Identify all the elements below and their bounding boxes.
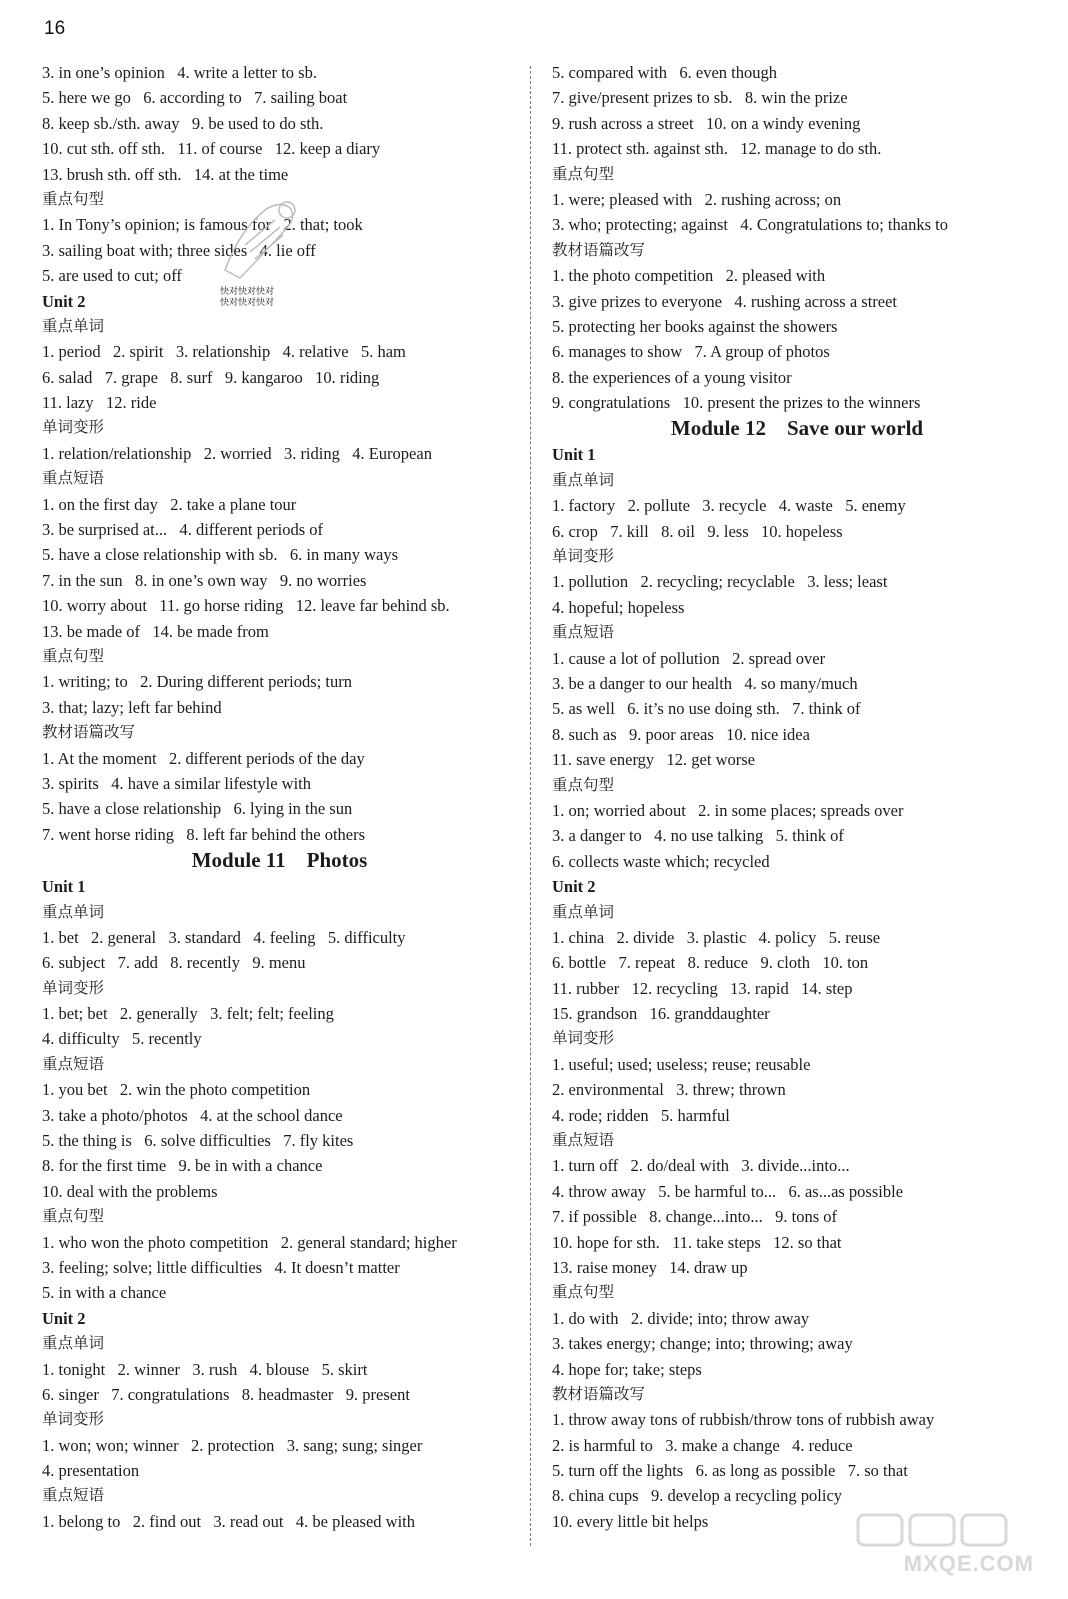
- section-heading: 重点句型: [42, 189, 105, 208]
- answer-line: 5. have a close relationship 6. lying in the sun: [42, 799, 353, 819]
- section-heading: 单词变形: [42, 418, 105, 437]
- answer-line: 8. such as 9. poor areas 10. nice idea: [552, 724, 810, 744]
- answer-line: 1. do with 2. divide; into; throw away: [552, 1308, 810, 1328]
- answer-line: 7. went horse riding 8. left far behind the others: [42, 824, 366, 844]
- answer-line: 7. give/present prizes to sb. 8. win the prize: [552, 88, 848, 108]
- answer-line: 1. In Tony’s opinion; is famous for 2. that; took: [42, 215, 363, 235]
- answer-line: 11. save energy 12. get worse: [552, 750, 755, 770]
- section-heading: 重点单词: [42, 1334, 105, 1353]
- answer-line: 1. you bet 2. win the photo competition: [42, 1080, 311, 1100]
- answer-line: 11. lazy 12. ride: [42, 393, 157, 413]
- answer-line: 7. if possible 8. change...into... 9. tons of: [552, 1207, 838, 1227]
- unit-heading: Unit 2: [42, 291, 86, 311]
- stamp-logo-icon: [205, 190, 315, 290]
- answer-line: 10. hope for sth. 11. take steps 12. so that: [552, 1232, 842, 1252]
- answer-line: 4. presentation: [42, 1461, 140, 1481]
- answer-line: 11. protect sth. against sth. 12. manage to do sth.: [552, 139, 882, 159]
- answer-line: 8. china cups 9. develop a recycling policy: [552, 1486, 843, 1506]
- column-divider: [530, 66, 531, 1546]
- answer-line: 1. At the moment 2. different periods of the day: [42, 748, 365, 768]
- answer-line: 11. rubber 12. recycling 13. rapid 14. step: [552, 978, 853, 998]
- watermark-text: MXQE.COM: [903, 1551, 1034, 1576]
- answer-line: 5. as well 6. it’s no use doing sth. 7. think of: [552, 699, 861, 719]
- answer-line: 3. feeling; solve; little difficulties 4. It doesn’t matter: [42, 1257, 400, 1277]
- module-title: Module 11 Photos: [191, 848, 368, 873]
- answer-line: 1. turn off 2. do/deal with 3. divide...into...: [552, 1156, 850, 1176]
- answer-line: 3. takes energy; change; into; throwing; away: [552, 1334, 853, 1354]
- section-heading: 单词变形: [552, 547, 615, 566]
- answer-line: 4. rode; ridden 5. harmful: [552, 1105, 730, 1125]
- answer-line: 10. deal with the problems: [42, 1181, 218, 1201]
- answer-line: 6. salad 7. grape 8. surf 9. kangaroo 10. riding: [42, 367, 380, 387]
- answer-line: 1. tonight 2. winner 3. rush 4. blouse 5. skirt: [42, 1359, 368, 1379]
- answer-line: 1. on the first day 2. take a plane tour: [42, 494, 297, 514]
- answer-line: 10. cut sth. off sth. 11. of course 12. keep a diary: [42, 139, 381, 159]
- answer-line: 6. collects waste which; recycled: [552, 851, 770, 871]
- answer-line: 6. bottle 7. repeat 8. reduce 9. cloth 10. ton: [552, 953, 869, 973]
- answer-line: 4. throw away 5. be harmful to... 6. as...as possible: [552, 1181, 904, 1201]
- answer-line: 1. the photo competition 2. pleased with: [552, 266, 826, 286]
- stamp-line-1: 快对快对快对: [220, 287, 275, 297]
- answer-line: 5. turn off the lights 6. as long as possible 7. so that: [552, 1461, 908, 1481]
- answer-line: 3. give prizes to everyone 4. rushing across a street: [552, 291, 898, 311]
- answer-line: 6. manages to show 7. A group of photos: [552, 342, 830, 362]
- stamp-line-2: 快对快对快对: [220, 298, 275, 308]
- answer-line: 3. sailing boat with; three sides 4. lie off: [42, 240, 316, 260]
- section-heading: 教材语篇改写: [552, 1384, 646, 1403]
- section-heading: 重点单词: [42, 316, 105, 335]
- section-heading: 单词变形: [42, 978, 105, 997]
- section-heading: 重点短语: [552, 623, 615, 642]
- answer-line: 1. period 2. spirit 3. relationship 4. relative 5. ham: [42, 342, 406, 362]
- section-heading: 单词变形: [42, 1410, 105, 1429]
- answer-line: 13. raise money 14. draw up: [552, 1257, 748, 1277]
- answer-line: 1. china 2. divide 3. plastic 4. policy 5. reuse: [552, 927, 881, 947]
- answer-line: 3. who; protecting; against 4. Congratulations to; thanks to: [552, 215, 948, 235]
- answer-line: 1. bet 2. general 3. standard 4. feeling 5. difficulty: [42, 927, 406, 947]
- answer-line: 5. have a close relationship with sb. 6. in many ways: [42, 545, 399, 565]
- answer-line: 1. who won the photo competition 2. general standard; higher: [42, 1232, 457, 1252]
- answer-line: 3. take a photo/photos 4. at the school dance: [42, 1105, 343, 1125]
- section-heading: 重点单词: [552, 902, 615, 921]
- answer-line: 5. here we go 6. according to 7. sailing boat: [42, 88, 348, 108]
- answer-line: 2. is harmful to 3. make a change 4. reduce: [552, 1435, 853, 1455]
- section-heading: 重点单词: [552, 470, 615, 489]
- answer-line: 1. factory 2. pollute 3. recycle 4. waste 5. enemy: [552, 496, 906, 516]
- answer-line: 1. throw away tons of rubbish/throw tons of rubbish away: [552, 1410, 935, 1430]
- unit-heading: Unit 2: [552, 877, 596, 897]
- answer-line: 5. the thing is 6. solve difficulties 7. fly kites: [42, 1131, 354, 1151]
- answer-line: 8. keep sb./sth. away 9. be used to do sth.: [42, 113, 324, 133]
- section-heading: 教材语篇改写: [552, 240, 646, 259]
- answer-line: 1. writing; to 2. During different periods; turn: [42, 672, 352, 692]
- section-heading: 重点句型: [42, 1207, 105, 1226]
- answer-line: 1. relation/relationship 2. worried 3. riding 4. European: [42, 443, 432, 463]
- answer-line: 9. rush across a street 10. on a windy evening: [552, 113, 861, 133]
- answer-line: 3. in one’s opinion 4. write a letter to sb.: [42, 63, 317, 82]
- answer-line: 3. be surprised at... 4. different periods of: [42, 520, 324, 540]
- answer-line: 8. for the first time 9. be in with a chance: [42, 1156, 323, 1176]
- answer-line: 3. be a danger to our health 4. so many/much: [552, 673, 858, 693]
- answer-line: 4. hope for; take; steps: [552, 1359, 702, 1379]
- section-heading: 重点单词: [42, 902, 105, 921]
- module-title: Module 12 Save our world: [670, 416, 924, 441]
- answer-line: 5. compared with 6. even though: [552, 63, 777, 82]
- answer-line: 5. in with a chance: [42, 1283, 167, 1303]
- answer-line: 4. difficulty 5. recently: [42, 1029, 202, 1049]
- answer-line: 1. cause a lot of pollution 2. spread over: [552, 648, 826, 668]
- right-column: [552, 60, 1042, 1534]
- answer-line: 1. won; won; winner 2. protection 3. sang; sung; singer: [42, 1435, 423, 1455]
- answer-line: 2. environmental 3. threw; thrown: [552, 1080, 786, 1100]
- answer-line: 1. on; worried about 2. in some places; spreads over: [552, 800, 904, 820]
- answer-line: 8. the experiences of a young visitor: [552, 367, 792, 387]
- unit-heading: Unit 1: [552, 445, 596, 465]
- answer-line: 15. grandson 16. granddaughter: [552, 1004, 770, 1024]
- answer-line: 5. protecting her books against the showers: [552, 316, 838, 336]
- answer-line: 10. worry about 11. go horse riding 12. leave far behind sb.: [42, 596, 450, 616]
- answer-line: 13. be made of 14. be made from: [42, 621, 269, 641]
- section-heading: 重点短语: [42, 1486, 105, 1505]
- section-heading: 重点句型: [552, 775, 615, 794]
- answer-line: 6. singer 7. congratulations 8. headmaster 9. present: [42, 1384, 410, 1404]
- answer-line: 1. useful; used; useless; reuse; reusable: [552, 1054, 811, 1074]
- answer-line: 5. are used to cut; off: [42, 266, 182, 286]
- section-heading: 重点句型: [552, 1283, 615, 1302]
- section-heading: 单词变形: [552, 1029, 615, 1048]
- unit-heading: Unit 2: [42, 1308, 86, 1328]
- answer-line: 1. were; pleased with 2. rushing across; on: [552, 189, 842, 209]
- stamp-text: [220, 287, 274, 309]
- answer-line: 6. subject 7. add 8. recently 9. menu: [42, 953, 306, 973]
- answer-line: 7. in the sun 8. in one’s own way 9. no worries: [42, 570, 367, 590]
- answer-line: 4. hopeful; hopeless: [552, 597, 685, 617]
- section-heading: 重点句型: [42, 646, 105, 665]
- answer-line: 10. every little bit helps: [552, 1511, 709, 1531]
- unit-heading: Unit 1: [42, 877, 86, 897]
- section-heading: 重点短语: [42, 469, 105, 488]
- answer-line: 1. belong to 2. find out 3. read out 4. be pleased with: [42, 1511, 416, 1531]
- answer-line: 3. a danger to 4. no use talking 5. think of: [552, 826, 844, 846]
- answer-line: 1. bet; bet 2. generally 3. felt; felt; feeling: [42, 1004, 334, 1024]
- answer-line: 1. pollution 2. recycling; recyclable 3. less; least: [552, 572, 888, 592]
- section-heading: 重点短语: [552, 1131, 615, 1150]
- answer-line: 3. spirits 4. have a similar lifestyle with: [42, 773, 311, 793]
- answer-line: 3. that; lazy; left far behind: [42, 697, 222, 717]
- answer-line: 6. crop 7. kill 8. oil 9. less 10. hopeless: [552, 521, 843, 541]
- answer-line: 13. brush sth. off sth. 14. at the time: [42, 164, 289, 184]
- section-heading: 重点短语: [42, 1054, 105, 1073]
- page-number: 16: [44, 18, 66, 39]
- section-heading: 重点句型: [552, 164, 615, 183]
- answer-line: 9. congratulations 10. present the prizes to the winners: [552, 393, 921, 413]
- section-heading: 教材语篇改写: [42, 723, 136, 742]
